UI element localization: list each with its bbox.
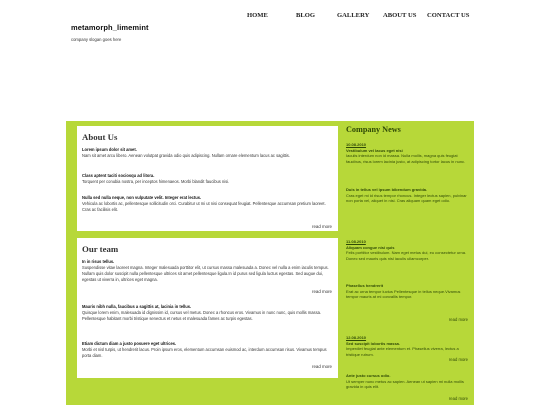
about-paragraph-text: Torquent per conubia nostra, per inceptos himenaeos. Morbi blandit faucibus nisi. [82,178,230,184]
news-item-title: Duis in tellus vel ipsum bibendum gravida. [346,187,428,192]
our-team-box [77,238,338,378]
news-item-text: Erat ac urna tempor luctus Pellentesque in tellus neque.Vivamus tempor mauris at mi convallis tempor. [346,288,461,300]
news-item-title: Ante justo cursus odio. [346,373,391,378]
team-paragraph [82,304,332,322]
team-paragraph-heading: Etiam dictum diam a justo posuere eget ultrices. [82,341,177,346]
team-paragraph-text: Quisque lorem enim, malesuada id dignissim id, cursus vel metus. Donec a rhoncus eros. Vivamus in nunc nunc, quis mollis massa. Pellentesque habitant morbi tristique senectus et netus et malesuada fames ac turpis egestas. [82,309,322,321]
about-paragraph [82,173,332,185]
about-us-box [77,126,338,231]
about-paragraph-heading: Lorem ipsum dolor sit amet. [82,147,137,152]
news-item-title: Vestibulum vel lacus eget nisi [346,147,403,153]
nav-home[interactable]: HOME [247,12,268,19]
news-item [346,283,468,300]
news-item-text: Imperdiet feugiat ante elementum et. Phasellus viverra, lectus a tristique rutrum. [346,346,459,358]
team-paragraph [82,341,332,359]
news-item-text: Felis porttitor vestibulum. Nam eget metus dui, eu consectetur urna. Donec sed mauris quis nisl iaculis ullamcorper. [346,250,467,262]
team-paragraph-heading: In in risus tellus. [82,259,115,264]
about-us-title: About Us [82,132,118,142]
news-item-text: Ut semper nunc metus ac sapien. Aenean ut sapien mi nulla mollis gravida in quis elit. [346,378,464,390]
news-read-more-link[interactable]: read more [448,396,468,401]
team-paragraph [82,259,332,283]
news-item [346,239,468,262]
nav-blog[interactable]: BLOG [296,12,316,19]
nav-about-us[interactable]: ABOUT US [383,12,417,19]
news-read-more-link[interactable]: read more [448,317,468,322]
about-paragraph-text: Nam sit amet arcu libero. Aenean volutpat gravida odio quis adipiscing. Nullam ornare elementum lacus ac sagittis. [82,152,290,158]
team-paragraph-heading: Mauris nibh nulla, faucibus a sagittis at, lacinia in tellus. [82,304,192,309]
news-item-title: Aliquam congue nisi quis [346,244,395,250]
news-item-text: Cras eget mi id risus tempor rhoncus. Integer lectus sapien, pulvinar non porta vel, aliquet in nisi. Cras aliquam quam eget odio. [346,192,467,204]
about-paragraph-heading: Class aptent taciti sociosqu ad litora. [82,173,155,178]
about-paragraph [82,147,332,159]
main-navigation [0,12,540,22]
logo-slogan: company slogan goes here [71,37,122,42]
news-date: 10.08.2010 [346,142,367,147]
logo-title: metamorph_limemint [71,23,149,32]
news-item-title: Sed suscipit lobortis massa. [346,340,401,346]
nav-gallery[interactable]: GALLERY [337,12,370,19]
company-news-title: Company News [346,125,401,134]
news-item-title: Phasellus hendrerit [346,283,384,288]
about-paragraph-heading: Nulla sed nulla neque, non vulputate velit. Integer erat lectus. [82,195,202,200]
content-area [66,121,474,405]
about-paragraph-text: Vehicula ac lobortis ac, pellentesque sollicitudin orci. Curabitur ut mi ut nisi consequat feugiat. Pellentesque accumsan pretium laoreet. Cras ac facilisis elit. [82,200,326,212]
nav-contact-us[interactable]: CONTACT US [427,12,470,19]
about-paragraph [82,195,332,213]
team-paragraph-text: Suspendisse vitae laoreet magna. Integer malesuada porttitor elit, ut cursus massa malesuada a. Donec vel nulla a enim iaculis tempus. Nullam quis dolor suscipit nulla pellentesque ultrices sit amet pellentesque ligula.In id purus sed ligula luctus egestas. Sed augue dui, egestas ut viverra in, ultrices eget magna. [82,264,329,282]
news-date: 12.08.2010 [346,335,367,340]
news-item [346,142,468,165]
news-item [346,335,468,358]
about-read-more-link[interactable]: read more [311,224,332,229]
our-team-title: Our team [82,244,119,254]
news-date: 11.08.2010 [346,239,366,244]
news-item [346,373,468,390]
team-paragraph-text: Morbi et nisl turpis, ut hendrerit lacus. Proin ipsum eros, elementum accumsan euismod ac, interdum accumsan risus. Vivamus tempus porta diam. [82,346,327,358]
news-item [346,187,468,204]
news-item-text: Iaculis interdum non id massa. Nulla mollis, magna quis feugiat faucibus, risus lorem lacinia justo, at adipiscing tortor lacus in nunc. [346,153,466,165]
news-read-more-link[interactable]: read more [448,357,468,362]
site-logo[interactable] [71,23,149,42]
team-read-more-link[interactable]: read more [311,364,332,369]
team-read-more-link[interactable]: read more [311,289,332,294]
